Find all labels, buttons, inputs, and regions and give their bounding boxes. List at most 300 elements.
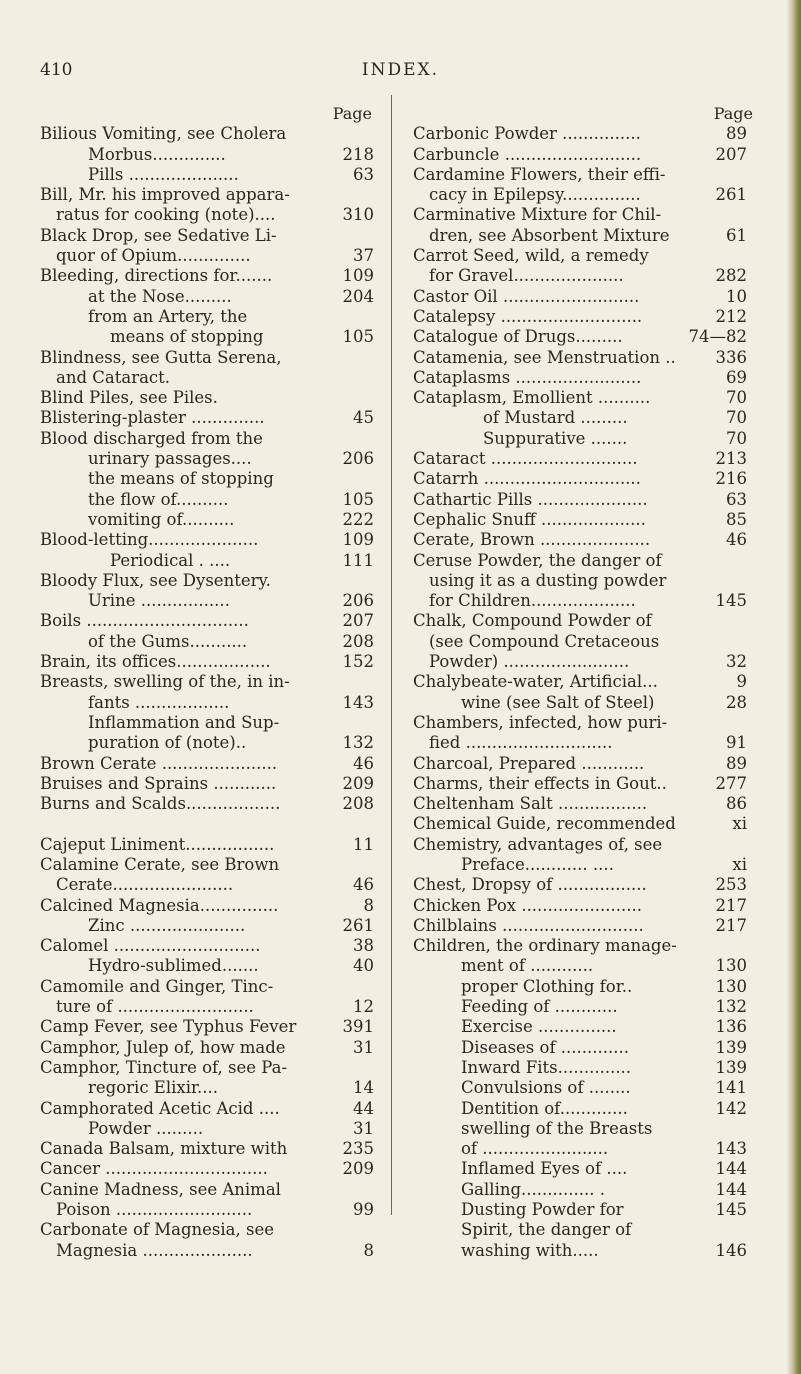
entry-page-number: 209 xyxy=(342,1159,374,1179)
index-entry xyxy=(40,1200,380,1220)
entry-text: Magnesia ..................... xyxy=(56,1240,253,1260)
index-entry xyxy=(413,916,753,936)
entry-text: Burns and Scalds.................. xyxy=(40,794,281,814)
index-entry xyxy=(40,368,380,388)
index-entry xyxy=(413,1099,753,1119)
running-title: INDEX. xyxy=(361,60,440,80)
index-entry xyxy=(40,469,380,489)
left-index-column xyxy=(40,104,380,1261)
entry-text: Camphor, Julep of, how made xyxy=(40,1037,286,1057)
entry-text: Children, the ordinary manage- xyxy=(413,936,677,956)
entry-text: Charcoal, Prepared ............ xyxy=(413,753,645,773)
entry-page-number: 46 xyxy=(353,753,374,773)
index-entry xyxy=(40,672,380,692)
entry-text: Suppurative ....... xyxy=(483,428,628,448)
entry-text: Black Drop, see Sedative Li- xyxy=(40,225,277,245)
index-entry xyxy=(40,956,380,976)
entry-page-number: 89 xyxy=(726,124,747,144)
index-entry xyxy=(413,1119,753,1139)
entry-text: Cataplasms ........................ xyxy=(413,367,642,387)
entry-text: puration of (note).. xyxy=(88,733,247,753)
entry-page-number: 28 xyxy=(726,692,747,712)
index-entry xyxy=(40,733,380,753)
index-entry xyxy=(40,632,380,652)
entry-text: using it as a dusting powder xyxy=(429,570,667,590)
entry-text: Catalogue of Drugs......... xyxy=(413,327,623,347)
entry-text: Canada Balsam, mixture with xyxy=(40,1139,288,1159)
entry-text: Chemical Guide, recommended xyxy=(413,814,676,834)
entry-page-number: 130 xyxy=(715,976,747,996)
entry-page-number: 69 xyxy=(726,367,747,387)
entry-page-number: 63 xyxy=(726,489,747,509)
entry-text: Chalybeate-water, Artificial... xyxy=(413,672,658,692)
entry-page-number: 85 xyxy=(726,509,747,529)
entry-text: Feeding of ............ xyxy=(461,997,618,1017)
section-gap xyxy=(40,814,380,834)
index-entry xyxy=(413,693,753,713)
index-entry xyxy=(40,774,380,794)
entry-page-number: 261 xyxy=(715,185,747,205)
entry-page-number: 141 xyxy=(715,1078,747,1098)
entry-text: Cancer ............................... xyxy=(40,1159,268,1179)
entry-page-number: 63 xyxy=(353,164,374,184)
index-entry xyxy=(413,449,753,469)
entry-text: and Cataract. xyxy=(56,367,171,387)
index-entry xyxy=(413,1038,753,1058)
entry-text: Breasts, swelling of the, in in- xyxy=(40,672,290,692)
entry-page-number: 8 xyxy=(363,1240,374,1260)
entry-page-number: 310 xyxy=(342,205,374,225)
index-entry xyxy=(413,591,753,611)
entry-page-number: 8 xyxy=(363,895,374,915)
entry-page-number: 208 xyxy=(342,794,374,814)
entry-text: Inflamed Eyes of .... xyxy=(461,1159,628,1179)
index-entry xyxy=(413,814,753,834)
entry-page-number: 336 xyxy=(715,347,747,367)
index-entry xyxy=(40,875,380,895)
entry-text: Camomile and Ginger, Tinc- xyxy=(40,976,274,996)
entry-text: Blood-letting..................... xyxy=(40,530,259,550)
index-entry xyxy=(40,1038,380,1058)
entry-text: Pills ..................... xyxy=(88,164,239,184)
index-entry xyxy=(40,1241,380,1261)
entry-page-number: 109 xyxy=(342,530,374,550)
entry-text: Convulsions of ........ xyxy=(461,1078,631,1098)
entry-text: Carminative Mixture for Chil- xyxy=(413,205,662,225)
entry-text: Chalk, Compound Powder of xyxy=(413,611,652,631)
index-entry xyxy=(413,997,753,1017)
entry-text: ment of ............ xyxy=(461,956,594,976)
entry-text: Camp Fever, see Typhus Fever xyxy=(40,1017,297,1037)
right-index-column xyxy=(413,104,753,1261)
index-entry xyxy=(40,449,380,469)
entry-text: Calamine Cerate, see Brown xyxy=(40,854,280,874)
index-entry xyxy=(40,591,380,611)
entry-page-number: 146 xyxy=(715,1240,747,1260)
index-entry xyxy=(40,1220,380,1240)
index-entry xyxy=(413,185,753,205)
column-divider xyxy=(391,95,392,1215)
entry-text: Cajeput Liniment................. xyxy=(40,834,275,854)
entry-page-number: 130 xyxy=(715,956,747,976)
index-entry xyxy=(413,1220,753,1240)
index-entry xyxy=(40,835,380,855)
entry-page-number: 144 xyxy=(715,1159,747,1179)
entry-page-number: 132 xyxy=(715,997,747,1017)
entry-text: Catamenia, see Menstruation .. xyxy=(413,347,676,367)
entry-page-number: 206 xyxy=(342,449,374,469)
entry-text: cacy in Epilepsy............... xyxy=(429,185,641,205)
entry-page-number: 9 xyxy=(736,672,747,692)
index-entry xyxy=(413,226,753,246)
entry-page-number: 31 xyxy=(353,1037,374,1057)
index-entry xyxy=(413,490,753,510)
index-entry xyxy=(40,936,380,956)
index-entry xyxy=(40,165,380,185)
entry-text: (see Compound Cretaceous xyxy=(429,631,660,651)
entry-page-number: 37 xyxy=(353,246,374,266)
index-entry xyxy=(413,672,753,692)
entry-text: the flow of.......... xyxy=(88,489,229,509)
index-entry xyxy=(40,124,380,144)
index-entry xyxy=(40,1159,380,1179)
entry-text: Camphor, Tincture of, see Pa- xyxy=(40,1057,288,1077)
entry-page-number: 46 xyxy=(726,530,747,550)
index-entry xyxy=(413,611,753,631)
index-entry xyxy=(40,916,380,936)
entry-text: Cerate....................... xyxy=(56,875,234,895)
index-entry xyxy=(413,835,753,855)
entry-text: Bleeding, directions for....... xyxy=(40,266,273,286)
entry-page-number: 70 xyxy=(726,388,747,408)
index-entry xyxy=(40,408,380,428)
entry-page-number: 99 xyxy=(353,1200,374,1220)
entry-page-number: 32 xyxy=(726,652,747,672)
entry-text: at the Nose......... xyxy=(88,286,232,306)
index-entry xyxy=(40,266,380,286)
index-entry xyxy=(413,388,753,408)
index-entry xyxy=(413,348,753,368)
index-entry xyxy=(40,1078,380,1098)
entry-text: dren, see Absorbent Mixture xyxy=(429,225,670,245)
entry-page-number: 212 xyxy=(715,306,747,326)
index-entry xyxy=(413,713,753,733)
right-entries xyxy=(413,124,753,1261)
entry-page-number: 145 xyxy=(715,1200,747,1220)
left-entries xyxy=(40,124,380,1261)
entry-text: Preface............ .... xyxy=(461,854,614,874)
entry-text: Blistering-plaster .............. xyxy=(40,408,265,428)
entry-text: for Children.................... xyxy=(429,591,636,611)
entry-text: Carbonate of Magnesia, see xyxy=(40,1220,274,1240)
entry-page-number: 40 xyxy=(353,956,374,976)
entry-text: vomiting of.......... xyxy=(88,509,235,529)
index-entry xyxy=(413,774,753,794)
index-entry xyxy=(413,754,753,774)
entry-text: Cerate, Brown ..................... xyxy=(413,530,651,550)
entry-text: Bloody Flux, see Dysentery. xyxy=(40,570,271,590)
entry-text: means of stopping xyxy=(110,327,264,347)
index-entry xyxy=(413,165,753,185)
index-entry xyxy=(40,1119,380,1139)
page-number: 410 xyxy=(40,60,73,80)
entry-text: ture of .......................... xyxy=(56,997,254,1017)
index-entry xyxy=(413,632,753,652)
entry-text: Chicken Pox ....................... xyxy=(413,895,642,915)
entry-page-number: 204 xyxy=(342,286,374,306)
entry-text: Inward Fits.............. xyxy=(461,1057,632,1077)
entry-text: Bill, Mr. his improved appara- xyxy=(40,185,290,205)
entry-text: Poison .......................... xyxy=(56,1200,253,1220)
entry-text: Calomel ............................ xyxy=(40,936,261,956)
index-entry xyxy=(40,145,380,165)
entry-page-number: 89 xyxy=(726,753,747,773)
entry-page-number: 70 xyxy=(726,428,747,448)
entry-text: Camphorated Acetic Acid .... xyxy=(40,1098,280,1118)
entry-text: Bilious Vomiting, see Cholera xyxy=(40,124,287,144)
entry-text: Hydro-sublimed....... xyxy=(88,956,259,976)
index-entry xyxy=(413,266,753,286)
entry-page-number: 217 xyxy=(715,895,747,915)
entry-text: ratus for cooking (note).... xyxy=(56,205,276,225)
entry-text: Boils ............................... xyxy=(40,611,249,631)
entry-text: Cheltenham Salt ................. xyxy=(413,794,648,814)
page-label: Page xyxy=(332,104,372,123)
entry-text: Cephalic Snuff .................... xyxy=(413,509,646,529)
entry-page-number: 261 xyxy=(342,915,374,935)
entry-page-number: 105 xyxy=(342,327,374,347)
entry-text: Blindness, see Gutta Serena, xyxy=(40,347,282,367)
index-entry xyxy=(40,1058,380,1078)
entry-text: Blood discharged from the xyxy=(40,428,263,448)
entry-page-number: 10 xyxy=(726,286,747,306)
index-entry xyxy=(40,490,380,510)
entry-page-number: 61 xyxy=(726,225,747,245)
index-entry xyxy=(40,896,380,916)
index-entry xyxy=(40,348,380,368)
entry-text: the means of stopping xyxy=(88,469,274,489)
entry-page-number: 143 xyxy=(715,1139,747,1159)
index-entry xyxy=(40,571,380,591)
entry-page-number: 213 xyxy=(715,449,747,469)
index-entry xyxy=(413,287,753,307)
entry-text: proper Clothing for.. xyxy=(461,976,633,996)
index-entry xyxy=(413,571,753,591)
entry-text: Carbuncle .......................... xyxy=(413,144,642,164)
index-entry xyxy=(413,469,753,489)
entry-text: Galling.............. . xyxy=(461,1179,605,1199)
entry-text: Chambers, infected, how puri- xyxy=(413,712,668,732)
entry-page-number: 206 xyxy=(342,591,374,611)
index-entry xyxy=(40,429,380,449)
entry-text: Powder) ........................ xyxy=(429,652,630,672)
entry-text: from an Artery, the xyxy=(88,306,248,326)
index-entry xyxy=(413,1078,753,1098)
index-entry xyxy=(40,997,380,1017)
index-entry xyxy=(40,611,380,631)
index-entry xyxy=(40,1017,380,1037)
entry-page-number: 144 xyxy=(715,1179,747,1199)
entry-text: for Gravel..................... xyxy=(429,266,624,286)
entry-text: wine (see Salt of Steel) xyxy=(461,692,655,712)
entry-text: quor of Opium.............. xyxy=(56,246,251,266)
index-entry xyxy=(413,124,753,144)
entry-text: Bruises and Sprains ............ xyxy=(40,773,277,793)
entry-page-number: 282 xyxy=(715,266,747,286)
index-entry xyxy=(40,754,380,774)
index-entry xyxy=(413,145,753,165)
index-entry xyxy=(40,307,380,327)
index-entry xyxy=(40,693,380,713)
index-entry xyxy=(413,307,753,327)
entry-text: Brain, its offices.................. xyxy=(40,652,271,672)
index-entry xyxy=(40,1099,380,1119)
entry-text: swelling of the Breasts xyxy=(461,1118,653,1138)
entry-page-number: 143 xyxy=(342,692,374,712)
entry-text: Carbonic Powder ............... xyxy=(413,124,641,144)
entry-page-number: 207 xyxy=(342,611,374,631)
entry-page-number: 12 xyxy=(353,997,374,1017)
index-entry xyxy=(413,408,753,428)
entry-page-number: 132 xyxy=(342,733,374,753)
index-entry xyxy=(40,327,380,347)
entry-page-number: 152 xyxy=(342,652,374,672)
index-entry xyxy=(413,205,753,225)
index-entry xyxy=(40,652,380,672)
entry-text: of Mustard ......... xyxy=(483,408,628,428)
index-entry xyxy=(413,246,753,266)
entry-text: regoric Elixir.... xyxy=(88,1078,219,1098)
index-entry xyxy=(413,875,753,895)
entry-page-number: xi xyxy=(732,854,747,874)
index-entry xyxy=(413,1058,753,1078)
entry-text: Canine Madness, see Animal xyxy=(40,1179,281,1199)
entry-page-number: 86 xyxy=(726,794,747,814)
index-entry xyxy=(413,530,753,550)
index-entry xyxy=(413,429,753,449)
index-entry xyxy=(40,226,380,246)
entry-text: Dusting Powder for xyxy=(461,1200,624,1220)
entry-text: Catarrh .............................. xyxy=(413,469,641,489)
index-entry xyxy=(413,896,753,916)
entry-text: of ........................ xyxy=(461,1139,609,1159)
entry-page-number: 218 xyxy=(342,144,374,164)
index-entry xyxy=(40,388,380,408)
entry-text: Charms, their effects in Gout.. xyxy=(413,773,667,793)
entry-page-number: 14 xyxy=(353,1078,374,1098)
index-entry xyxy=(40,551,380,571)
index-entry xyxy=(40,530,380,550)
entry-text: Urine ................. xyxy=(88,591,230,611)
entry-page-number: 105 xyxy=(342,489,374,509)
entry-text: Inflammation and Sup- xyxy=(88,712,280,732)
entry-text: Chemistry, advantages of, see xyxy=(413,834,663,854)
entry-text: Chest, Dropsy of ................. xyxy=(413,875,647,895)
index-entry xyxy=(40,855,380,875)
index-entry xyxy=(40,185,380,205)
entry-page-number: 111 xyxy=(342,550,374,570)
entry-page-number: 253 xyxy=(715,875,747,895)
index-entry xyxy=(413,1139,753,1159)
index-entry xyxy=(413,936,753,956)
entry-text: Morbus.............. xyxy=(88,144,226,164)
index-entry xyxy=(413,855,753,875)
index-entry xyxy=(413,794,753,814)
entry-text: Cathartic Pills ..................... xyxy=(413,489,648,509)
entry-text: Chilblains ........................... xyxy=(413,915,644,935)
entry-page-number: 235 xyxy=(342,1139,374,1159)
index-entry xyxy=(413,1017,753,1037)
entry-text: Dentition of............. xyxy=(461,1098,628,1118)
entry-text: Castor Oil .......................... xyxy=(413,286,640,306)
entry-text: Blind Piles, see Piles. xyxy=(40,388,218,408)
entry-text: washing with..... xyxy=(461,1240,599,1260)
index-entry xyxy=(40,1180,380,1200)
entry-page-number: 70 xyxy=(726,408,747,428)
entry-text: of the Gums........... xyxy=(88,631,248,651)
index-entry xyxy=(413,1200,753,1220)
entry-text: Zinc ...................... xyxy=(88,915,246,935)
entry-text: Catalepsy ........................... xyxy=(413,306,643,326)
entry-page-number: 74—82 xyxy=(688,327,747,347)
entry-page-number: 209 xyxy=(342,773,374,793)
entry-text: Calcined Magnesia............... xyxy=(40,895,279,915)
entry-page-number: 11 xyxy=(353,834,374,854)
entry-page-number: 208 xyxy=(342,631,374,651)
index-entry xyxy=(413,551,753,571)
index-entry xyxy=(413,1180,753,1200)
entry-page-number: 277 xyxy=(715,773,747,793)
index-entry xyxy=(413,327,753,347)
entry-text: Brown Cerate ...................... xyxy=(40,753,278,773)
entry-text: Exercise ............... xyxy=(461,1017,617,1037)
entry-page-number: 142 xyxy=(715,1098,747,1118)
entry-page-number: 216 xyxy=(715,469,747,489)
entry-page-number: 44 xyxy=(353,1098,374,1118)
index-entry xyxy=(413,733,753,753)
index-entry xyxy=(413,1241,753,1261)
index-entry xyxy=(40,246,380,266)
index-entry xyxy=(40,1139,380,1159)
entry-text: Cardamine Flowers, their effi- xyxy=(413,164,666,184)
entry-page-number: 217 xyxy=(715,915,747,935)
entry-page-number: 222 xyxy=(342,509,374,529)
index-entry xyxy=(413,368,753,388)
index-entry xyxy=(413,956,753,976)
index-entry xyxy=(40,713,380,733)
entry-text: Carrot Seed, wild, a remedy xyxy=(413,246,649,266)
page-edge xyxy=(787,0,801,1374)
page-label: Page xyxy=(713,104,753,123)
entry-text: Diseases of ............. xyxy=(461,1037,629,1057)
entry-text: Spirit, the danger of xyxy=(461,1220,632,1240)
entry-text: fants .................. xyxy=(88,692,230,712)
index-entry xyxy=(40,977,380,997)
entry-page-number: 139 xyxy=(715,1057,747,1077)
entry-text: Periodical . .... xyxy=(110,550,231,570)
entry-page-number: 46 xyxy=(353,875,374,895)
entry-page-number: xi xyxy=(732,814,747,834)
entry-page-number: 391 xyxy=(342,1017,374,1037)
entry-text: Cataract ............................ xyxy=(413,449,638,469)
index-entry xyxy=(40,510,380,530)
entry-page-number: 139 xyxy=(715,1037,747,1057)
entry-page-number: 109 xyxy=(342,266,374,286)
entry-text: Ceruse Powder, the danger of xyxy=(413,550,662,570)
entry-page-number: 38 xyxy=(353,936,374,956)
entry-page-number: 207 xyxy=(715,144,747,164)
entry-page-number: 45 xyxy=(353,408,374,428)
